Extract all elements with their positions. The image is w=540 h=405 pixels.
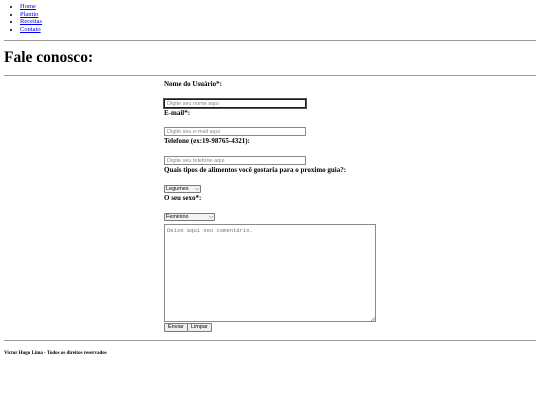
name-label: Nome do Usuário*: <box>164 80 222 88</box>
submit-button[interactable]: Enviar <box>164 323 188 332</box>
email-input[interactable] <box>164 127 306 136</box>
divider-title <box>4 75 536 76</box>
main-nav <box>4 3 42 33</box>
nav-link-contato[interactable]: Contato <box>20 25 41 33</box>
name-input[interactable] <box>164 99 306 108</box>
phone-input[interactable] <box>164 156 306 165</box>
food-label: Quais tipos de alimentos você gostaria para o proximo guia?: <box>164 166 347 174</box>
nav-item-plantio <box>20 11 42 19</box>
sex-select[interactable] <box>164 213 215 221</box>
comment-textarea[interactable] <box>164 224 376 322</box>
reset-button[interactable]: Limpar <box>187 323 212 332</box>
nav-item-receitas <box>20 18 42 26</box>
footer-text: Victor Hugo Lima - Todos os direitos reservados <box>4 351 107 356</box>
nav-link-receitas[interactable]: Receitas <box>20 18 43 26</box>
sex-select-value: Feminino <box>166 214 189 220</box>
food-select-value: Legumes <box>166 186 189 192</box>
nav-link-plantio[interactable]: Plantio <box>20 10 39 18</box>
food-select[interactable] <box>164 185 201 193</box>
email-label: E-mail*: <box>164 109 191 117</box>
chevron-down-icon: ⌵ <box>195 185 199 192</box>
divider-footer <box>4 340 536 341</box>
nav-item-contato <box>20 26 42 34</box>
sex-label: O seu sexo*: <box>164 194 202 202</box>
nav-item-home <box>20 3 42 11</box>
page-title: Fale conosco: <box>4 49 94 66</box>
nav-link-home[interactable]: Home <box>20 3 36 10</box>
resize-grip-icon[interactable] <box>370 316 375 321</box>
divider-top <box>4 40 536 41</box>
chevron-down-icon: ⌵ <box>209 213 213 220</box>
phone-label: Telefone (ex:19-98765-4321): <box>164 137 250 145</box>
